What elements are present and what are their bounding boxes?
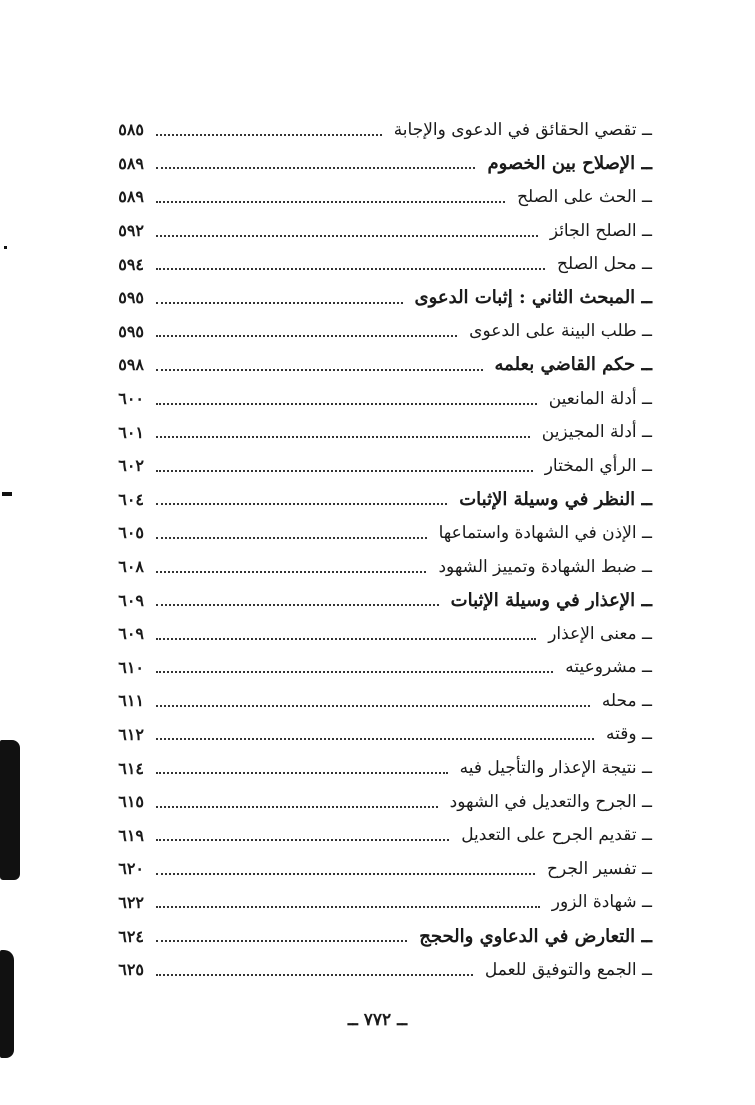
toc-entry-title: ــ محله <box>601 690 652 711</box>
toc-entry-page: ٦٢٠ <box>118 859 144 879</box>
toc-entry-page: ٦١٥ <box>118 792 144 812</box>
toc-entry-page: ٦٠١ <box>118 422 144 442</box>
toc-entry <box>92 247 652 281</box>
toc-entry-title: ــ النظر في وسيلة الإثبات <box>459 488 652 510</box>
toc-entry-page: ٦٢٢ <box>118 892 144 912</box>
toc-entry-title: ــ تفسير الجرح <box>546 858 652 879</box>
toc-entry-title: ــ أدلة المانعين <box>548 388 652 409</box>
toc-entry-title: ــ ضبط الشهادة وتمييز الشهود <box>438 556 652 577</box>
toc-entry <box>92 953 652 987</box>
dot-leader <box>156 201 505 203</box>
toc-entry-title: ــ المبحث الثاني : إثبات الدعوى <box>414 287 652 309</box>
dot-leader <box>156 537 427 539</box>
toc-entry-page: ٥٨٩ <box>118 153 144 173</box>
dot-leader <box>156 806 438 808</box>
toc-entry <box>92 449 652 483</box>
toc-entry <box>92 382 652 416</box>
toc-entry-page: ٦١٤ <box>118 758 144 778</box>
toc-entry <box>92 751 652 785</box>
toc-entry <box>92 852 652 886</box>
toc-entry-title: ــ شهادة الزور <box>551 892 652 913</box>
toc-entry-page: ٦٢٤ <box>118 926 144 946</box>
dot-leader <box>156 403 537 405</box>
dot-leader <box>156 503 447 505</box>
toc-entry <box>92 718 652 752</box>
toc-entry-title: ــ الجمع والتوفيق للعمل <box>484 959 652 980</box>
toc-entry-title: ــ وقته <box>606 724 652 745</box>
table-of-contents <box>92 113 652 986</box>
toc-entry-title: ــ طلب البينة على الدعوى <box>469 321 652 342</box>
dot-leader <box>156 369 483 371</box>
toc-entry <box>92 147 652 181</box>
dot-leader <box>156 906 540 908</box>
dot-leader <box>156 974 473 976</box>
toc-entry <box>92 583 652 617</box>
scan-artifact <box>0 740 20 880</box>
toc-entry-page: ٦٠٤ <box>118 489 144 509</box>
toc-entry-page: ٦٠٩ <box>118 590 144 610</box>
dot-leader <box>156 671 553 673</box>
dot-leader <box>156 235 538 237</box>
scan-artifact <box>4 246 7 249</box>
toc-entry-title: ــ الرأي المختار <box>544 455 652 476</box>
toc-entry-page: ٦٠٥ <box>118 523 144 543</box>
dot-leader <box>156 940 407 942</box>
toc-entry-page: ٥٩٥ <box>118 288 144 308</box>
dot-leader <box>156 470 533 472</box>
toc-entry-page: ٥٩٢ <box>118 221 144 241</box>
toc-entry-page: ٥٨٥ <box>118 120 144 140</box>
toc-entry-title: ــ محل الصلح <box>557 254 652 275</box>
toc-entry <box>92 886 652 920</box>
dot-leader <box>156 302 403 304</box>
dot-leader <box>156 167 475 169</box>
toc-entry-page: ٦١٢ <box>118 724 144 744</box>
toc-entry <box>92 214 652 248</box>
dot-leader <box>156 873 535 875</box>
dot-leader <box>156 705 590 707</box>
toc-entry <box>92 415 652 449</box>
toc-entry-title: ــ حكم القاضي بعلمه <box>494 354 652 376</box>
toc-entry-title: ــ الإذن في الشهادة واستماعها <box>438 522 652 543</box>
dot-leader <box>156 571 426 573</box>
dot-leader <box>156 738 594 740</box>
toc-entry-title: ــ تقصي الحقائق في الدعوى والإجابة <box>393 119 652 140</box>
toc-entry <box>92 617 652 651</box>
toc-entry-title: ــ أدلة المجيزين <box>541 422 652 443</box>
toc-entry <box>92 550 652 584</box>
toc-entry-title: ــ التعارض في الدعاوي والحجج <box>419 925 652 947</box>
toc-entry-page: ٦٠٢ <box>118 456 144 476</box>
toc-entry-title: ــ الإعذار في وسيلة الإثبات <box>450 589 652 611</box>
toc-entry <box>92 113 652 147</box>
scan-artifact <box>2 492 12 496</box>
toc-entry <box>92 483 652 517</box>
toc-entry-title: ــ مشروعيته <box>565 657 652 678</box>
toc-entry-title: ــ تقديم الجرح على التعديل <box>461 825 652 846</box>
toc-entry <box>92 919 652 953</box>
toc-entry-title: ــ الإصلاح بين الخصوم <box>487 152 652 174</box>
toc-entry-page: ٥٩٤ <box>118 254 144 274</box>
toc-entry-title: ــ معنى الإعذار <box>548 623 652 644</box>
dot-leader <box>156 268 545 270</box>
toc-entry-page: ٥٩٥ <box>118 321 144 341</box>
toc-entry-page: ٦١٠ <box>118 657 144 677</box>
toc-entry-page: ٦٠٩ <box>118 624 144 644</box>
toc-entry <box>92 785 652 819</box>
dot-leader <box>156 436 530 438</box>
scan-artifact <box>0 950 14 1058</box>
toc-entry-title: ــ الجرح والتعديل في الشهود <box>449 791 652 812</box>
toc-entry-title: ــ نتيجة الإعذار والتأجيل فيه <box>459 758 652 779</box>
toc-entry <box>92 818 652 852</box>
toc-entry-page: ٦٢٥ <box>118 960 144 980</box>
toc-entry <box>92 315 652 349</box>
dot-leader <box>156 772 448 774</box>
toc-entry-page: ٥٩٨ <box>118 355 144 375</box>
toc-entry-page: ٦١٩ <box>118 825 144 845</box>
dot-leader <box>156 134 382 136</box>
toc-entry-page: ٦١١ <box>118 691 144 711</box>
toc-entry-title: ــ الصلح الجائز <box>549 220 652 241</box>
toc-entry <box>92 348 652 382</box>
toc-entry <box>92 180 652 214</box>
page-number: ــ ٧٧٢ ــ <box>347 1010 408 1030</box>
toc-entry-page: ٦٠٠ <box>118 389 144 409</box>
toc-entry-title: ــ الحث على الصلح <box>517 186 652 207</box>
dot-leader <box>156 839 449 841</box>
dot-leader <box>156 604 439 606</box>
dot-leader <box>156 638 536 640</box>
toc-entry-page: ٦٠٨ <box>118 557 144 577</box>
toc-entry <box>92 516 652 550</box>
toc-entry <box>92 684 652 718</box>
dot-leader <box>156 335 457 337</box>
toc-entry-page: ٥٨٩ <box>118 187 144 207</box>
toc-entry <box>92 281 652 315</box>
toc-entry <box>92 651 652 685</box>
